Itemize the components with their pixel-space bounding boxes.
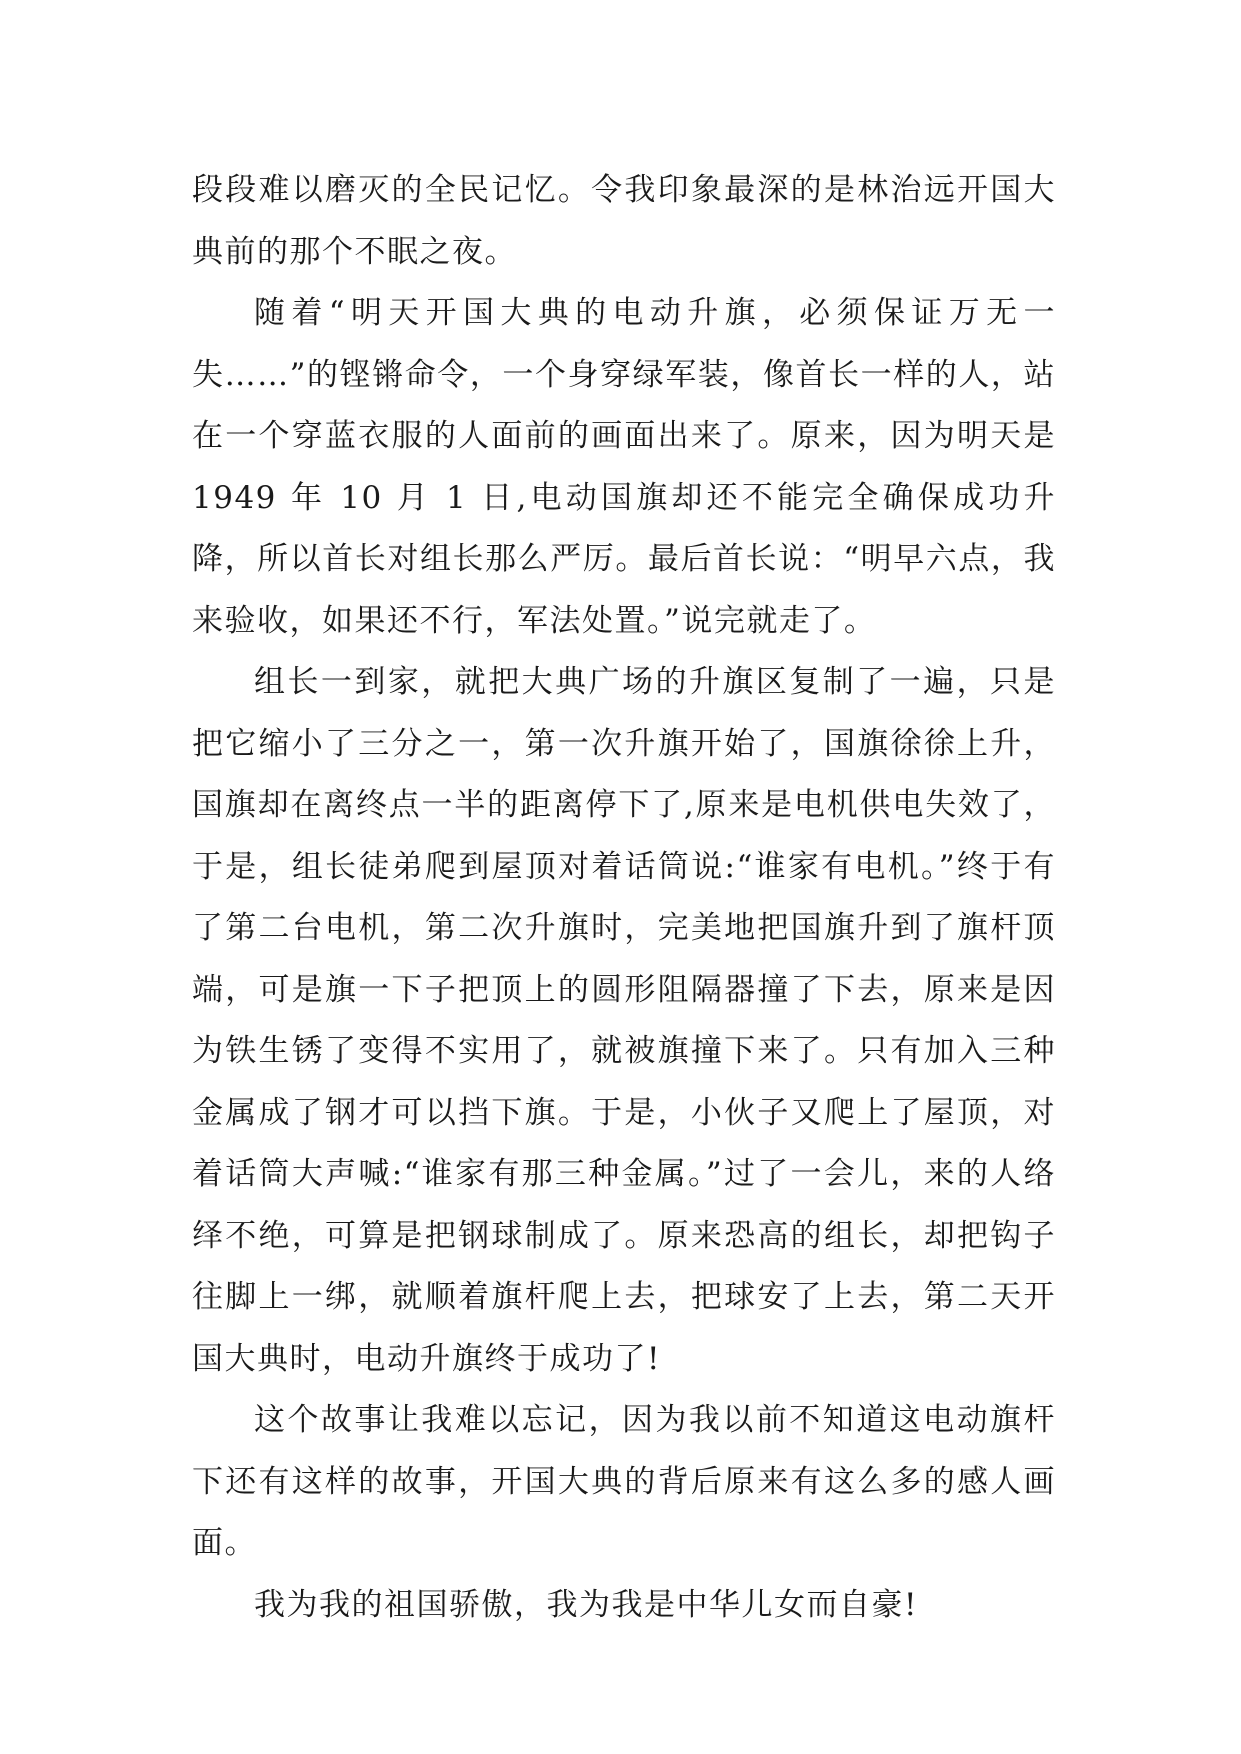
paragraph-2: 随着“明天开国大典的电动升旗，必须保证万无一失……”的铿锵命令，一个身穿绿军装，像首长一样的人，站在一个穿蓝衣服的人面前的画面出来了。原来，因为明天是 1949 年 10 月 1 日,电动国旗却还不能完全确保成功升降，所以首长对组长那么严厉。最后首长说：“明早六点，我来验收，如果还不行，军法处置。”说完就走了。 xyxy=(192,295,1056,639)
paragraph-1: 段段难以磨灭的全民记忆。令我印象最深的是林治远开国大典前的那个不眠之夜。 xyxy=(192,172,1056,270)
document-body xyxy=(192,160,1056,1636)
paragraph-4: 这个故事让我难以忘记，因为我以前不知道这电动旗杆下还有这样的故事，开国大典的背后原来有这么多的感人画面。 xyxy=(192,1402,1056,1561)
paragraph-5: 我为我的祖国骄傲，我为我是中华儿女而自豪! xyxy=(254,1586,918,1623)
paragraph-3: 组长一到家，就把大典广场的升旗区复制了一遍，只是把它缩小了三分之一，第一次升旗开始了，国旗徐徐上升，国旗却在离终点一半的距离停下了,原来是电机供电失效了，于是，组长徒弟爬到屋顶对着话筒说:“谁家有电机。”终于有了第二台电机，第二次升旗时，完美地把国旗升到了旗杆顶端，可是旗一下子把顶上的圆形阻隔器撞了下去，原来是因为铁生锈了变得不实用了，就被旗撞下来了。只有加入三种金属成了钢才可以挡下旗。于是，小伙子又爬上了屋顶，对着话筒大声喊:“谁家有那三种金属。”过了一会儿，来的人络绎不绝，可算是把钢球制成了。原来恐高的组长，却把钩子往脚上一绑，就顺着旗杆爬上去，把球安了上去，第二天开国大典时，电动升旗终于成功了! xyxy=(192,664,1056,1377)
